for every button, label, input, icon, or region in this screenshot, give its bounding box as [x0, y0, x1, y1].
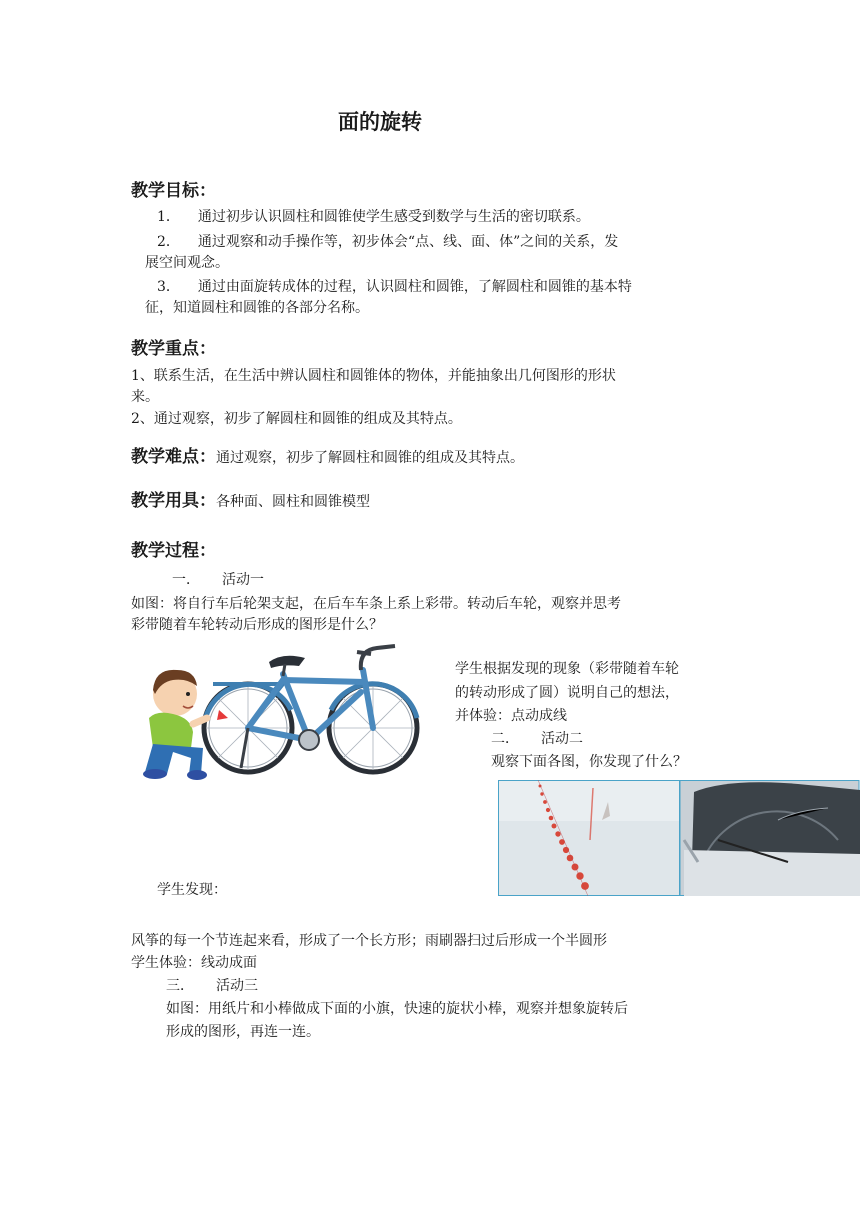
tools-heading: 教学用具：: [131, 491, 216, 511]
difficulty-row: [131, 447, 524, 468]
goals-heading: 教学目标：: [131, 181, 216, 201]
activity1-label-row: [172, 570, 264, 590]
page-title: 面的旋转: [338, 110, 422, 134]
key-points-heading: 教学重点：: [131, 339, 216, 359]
finding-line-2: 学生体验：线动成面: [131, 955, 257, 971]
activity3-number: 三．: [166, 978, 194, 994]
goal-2-continued: 展空间观念。: [145, 255, 229, 271]
goal-2-text: 通过观察和动手操作等，初步体会“点、线、面、体”之间的关系，发: [197, 234, 619, 250]
goal-2-number: 2．: [157, 234, 180, 250]
goal-item-1: [157, 207, 590, 227]
key-point-line-3: 2、通过观察，初步了解圆柱和圆锥的组成及其特点。: [131, 411, 462, 427]
goal-item-2: [157, 232, 618, 252]
goal-1-text: 通过初步认识圆柱和圆锥使学生感受到数学与生活的密切联系。: [197, 209, 590, 225]
tools-text: 各种面、圆柱和圆锥模型: [216, 494, 370, 510]
boy-bicycle-illustration: [133, 640, 433, 782]
finding-label: 学生发现：: [157, 882, 227, 898]
activity1-label: 活动一: [222, 572, 264, 588]
activity1-right-line-3: 并体验：点动成线: [455, 708, 567, 724]
kite-and-wiper-photos: [498, 780, 860, 896]
goal-3-continued: 征，知道圆柱和圆锥的各部分名称。: [145, 300, 369, 316]
goal-3-text: 通过由面旋转成体的过程，认识圆柱和圆锥，了解圆柱和圆锥的基本特: [197, 279, 632, 295]
activity1-line-1: 如图：将自行车后轮架支起，在后车车条上系上彩带。转动后车轮，观察并思考: [131, 596, 621, 612]
activity1-line-2: 彩带随着车轮转动后形成的图形是什么？: [131, 617, 383, 633]
process-heading: 教学过程：: [131, 541, 216, 561]
goal-1-number: 1．: [157, 209, 180, 225]
goal-3-number: 3．: [157, 279, 180, 295]
difficulty-heading: 教学难点：: [131, 447, 216, 467]
activity3-line-1: 如图：用纸片和小棒做成下面的小旗，快速的旋状小棒，观察并想象旋转后: [166, 1001, 628, 1017]
difficulty-text: 通过观察，初步了解圆柱和圆锥的组成及其特点。: [216, 450, 524, 466]
activity2-number: 二．: [491, 731, 519, 747]
activity2-label: 活动二: [541, 731, 583, 747]
activity1-number: 一．: [172, 572, 200, 588]
activity2-label-row: [491, 729, 583, 749]
key-point-line-2: 来。: [131, 389, 159, 405]
finding-line-1: 风筝的每一个节连起来看，形成了一个长方形；雨刷器扫过后形成一个半圆形: [131, 933, 607, 949]
activity1-right-line-2: 的转动形成了圆）说明自己的想法，: [455, 685, 679, 701]
activity1-right-line-1: 学生根据发现的现象（彩带随着车轮: [455, 661, 679, 677]
activity3-line-2: 形成的图形，再连一连。: [166, 1024, 320, 1040]
activity3-label-row: [166, 976, 258, 996]
activity2-question: 观察下面各图，你发现了什么？: [491, 754, 687, 770]
activity3-label: 活动三: [216, 978, 258, 994]
key-point-line-1: 1、联系生活，在生活中辨认圆柱和圆锥体的物体，并能抽象出几何图形的形状: [131, 368, 616, 384]
goal-item-3: [157, 277, 632, 297]
tools-row: [131, 491, 370, 512]
